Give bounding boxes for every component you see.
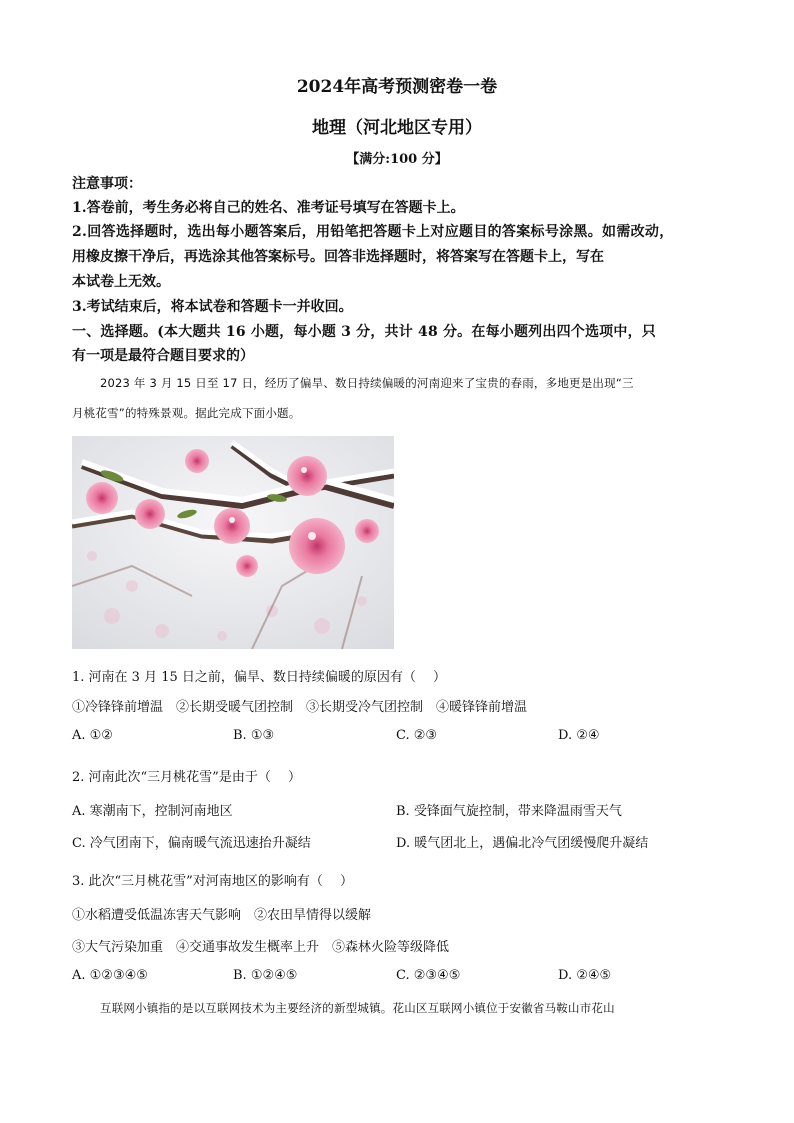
question-3-option-c: C. ②③④⑤ bbox=[396, 968, 461, 983]
full-score: 【满分:100 分】 bbox=[346, 152, 448, 167]
question-2-option-c: C. 冷气团南下，偏南暖气流迅速抬升凝结 bbox=[72, 836, 311, 851]
notice-heading: 注意事项： bbox=[72, 176, 142, 192]
page-title: 2024年高考预测密卷一卷 bbox=[296, 77, 498, 97]
section-heading-line-2: 有一项是最符合题目要求的） bbox=[72, 348, 254, 364]
notice-item-1: 1.答卷前，考生务必将自己的姓名、准考证号填写在答题卡上。 bbox=[72, 200, 465, 216]
question-3-option-a: A. ①②③④⑤ bbox=[72, 968, 148, 983]
peach-blossom-snow-photo bbox=[72, 436, 394, 649]
notice-item-2-line-2: 用橡皮擦干净后，再选涂其他答案标号。回答非选择题时，将答案写在答题卡上，写在 bbox=[72, 249, 604, 265]
section-heading-line-1: 一、选择题。(本大题共 16 小题，每小题 3 分，共计 48 分。在每小题列出四个选项中，只 bbox=[72, 324, 656, 340]
question-1-option-b: B. ①③ bbox=[233, 728, 275, 743]
question-2-option-b: B. 受锋面气旋控制，带来降温雨雪天气 bbox=[396, 804, 622, 819]
question-1-option-c: C. ②③ bbox=[396, 728, 438, 743]
question-1-option-d: D. ②④ bbox=[558, 728, 600, 743]
question-3-option-b: B. ①②④⑤ bbox=[233, 968, 298, 983]
notice-item-3: 3.考试结束后，将本试卷和答题卡一并收回。 bbox=[72, 299, 353, 315]
question-3-statements-line-2: ③大气污染加重 ④交通事故发生概率上升 ⑤森林火险等级降低 bbox=[72, 940, 450, 955]
notice-item-2-line-1: 2.回答选择题时，选出每小题答案后，用铅笔把答题卡上对应题目的答案标号涂黑。如需改动， bbox=[72, 224, 674, 240]
question-1-statements: ①冷锋锋前增温 ②长期受暖气团控制 ③长期受冷气团控制 ④暖锋锋前增温 bbox=[72, 700, 528, 715]
question-3-option-d: D. ②④⑤ bbox=[558, 968, 612, 983]
question-3-statements-line-1: ①水稻遭受低温冻害天气影响 ②农田旱情得以缓解 bbox=[72, 908, 372, 923]
question-2-option-d: D. 暖气团北上，遇偏北冷气团缓慢爬升凝结 bbox=[396, 836, 649, 851]
question-2-stem: 2. 河南此次“三月桃花雪”是由于（ ） bbox=[72, 770, 301, 785]
passage-1-line-2: 月桃花雪”的特殊景观。据此完成下面小题。 bbox=[72, 406, 301, 420]
question-1-stem: 1. 河南在 3 月 15 日之前，偏旱、数日持续偏暖的原因有（ ） bbox=[72, 670, 447, 685]
page-subtitle: 地理（河北地区专用） bbox=[312, 118, 482, 138]
question-2-option-a: A. 寒潮南下，控制河南地区 bbox=[72, 804, 233, 819]
passage-2-line-1: 互联网小镇指的是以互联网技术为主要经济的新型城镇。花山区互联网小镇位于安徽省马鞍山市花山 bbox=[100, 1001, 615, 1015]
notice-item-2-line-3: 本试卷上无效。 bbox=[72, 274, 170, 290]
question-3-stem: 3. 此次“三月桃花雪”对河南地区的影响有（ ） bbox=[72, 874, 353, 889]
passage-1-line-1: 2023 年 3 月 15 日至 17 日，经历了偏旱、数日持续偏暖的河南迎来了宝贵的春雨，多地更是出现“三 bbox=[100, 376, 634, 390]
question-1-option-a: A. ①② bbox=[72, 728, 113, 743]
